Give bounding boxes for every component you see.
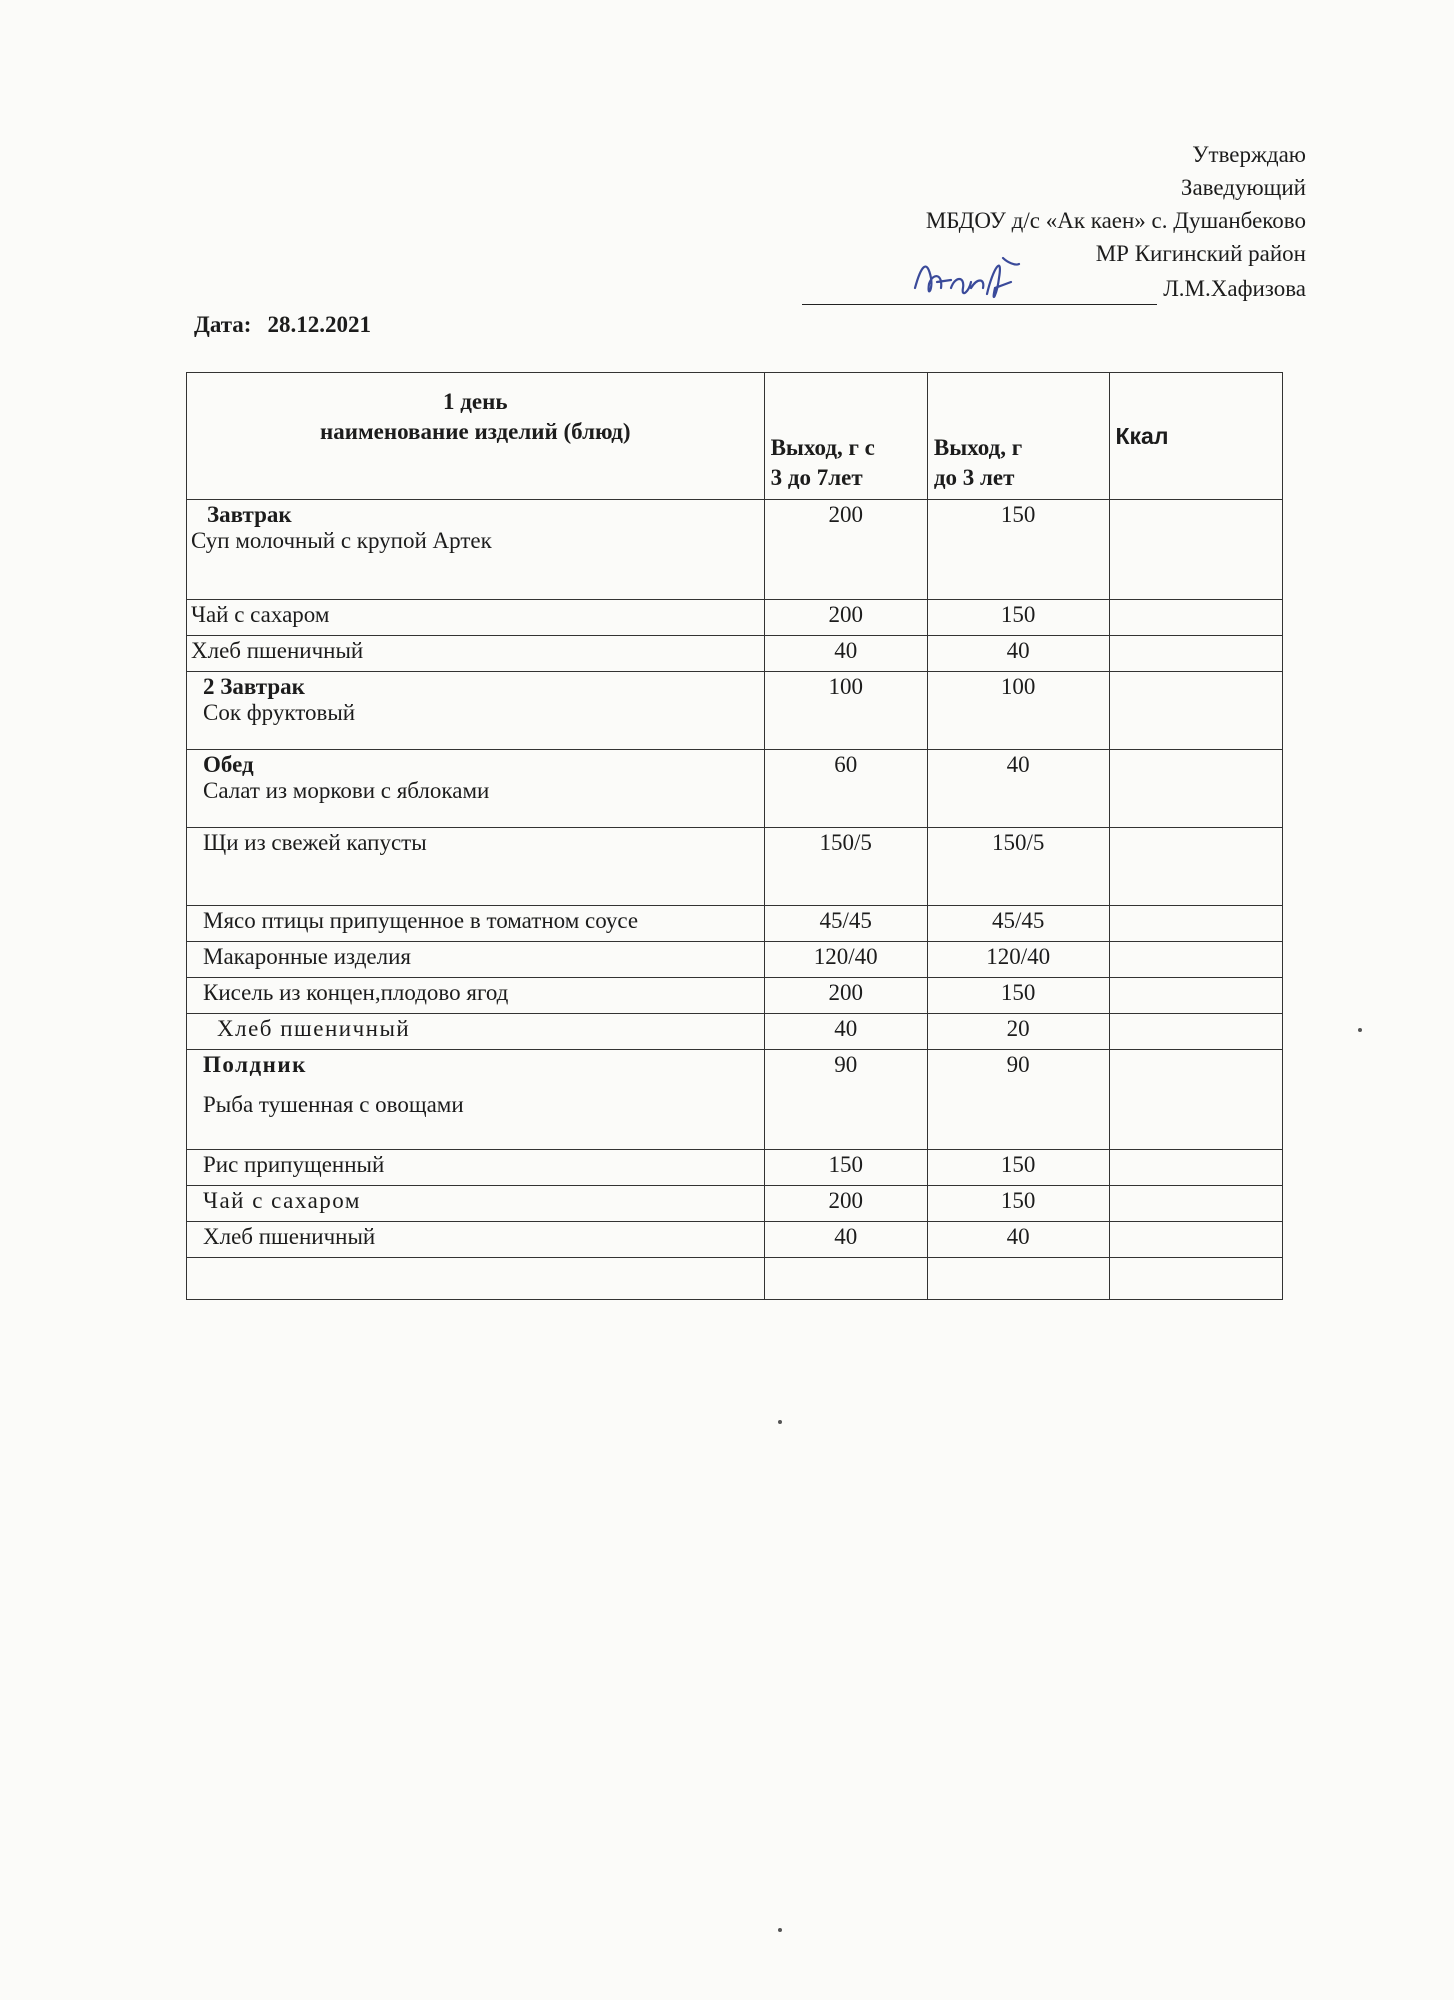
- table-row: [187, 600, 1283, 636]
- row-kcal: [1109, 636, 1283, 672]
- row-young: 40: [927, 1222, 1109, 1258]
- row-young: 40: [927, 636, 1109, 672]
- header-day: 1 день: [443, 389, 508, 414]
- header-young-line2: до 3 лет: [933, 465, 1015, 490]
- row-old: 100: [764, 672, 927, 750]
- row-name: Кисель из концен,плодово ягод: [187, 978, 765, 1014]
- scan-speck: [1358, 1028, 1362, 1032]
- row-name: Салат из моркови с яблоками: [203, 778, 490, 803]
- row-kcal: [1109, 1222, 1283, 1258]
- menu-table: [186, 372, 1283, 1300]
- approval-block: [802, 138, 1306, 305]
- table-row: [187, 906, 1283, 942]
- section-snack: Полдник: [203, 1052, 307, 1077]
- row-kcal: [1109, 1014, 1283, 1050]
- table-row: [187, 942, 1283, 978]
- empty-cell: [187, 1258, 765, 1300]
- row-kcal: [1109, 1186, 1283, 1222]
- row-old: 45/45: [764, 906, 927, 942]
- table-row: [187, 750, 1283, 828]
- row-young: 45/45: [927, 906, 1109, 942]
- section-lunch: Обед: [203, 752, 254, 777]
- table-row: [187, 828, 1283, 906]
- table-row: [187, 672, 1283, 750]
- approval-line-4: МР Кигинский район: [1095, 241, 1306, 266]
- header-old-cell: [764, 373, 927, 500]
- header-young-line1: Выход, г: [933, 435, 1023, 460]
- header-kcal: Ккал: [1109, 373, 1283, 500]
- date-value: 28.12.2021: [267, 312, 371, 337]
- row-name: Хлеб пшеничный: [187, 1014, 765, 1050]
- empty-cell: [1109, 1258, 1283, 1300]
- header-old-line2: 3 до 7лет: [770, 465, 863, 490]
- signature-line: [802, 270, 1306, 305]
- row-kcal: [1109, 978, 1283, 1014]
- table-row: [187, 1150, 1283, 1186]
- approval-line-1: Утверждаю: [1192, 142, 1306, 167]
- table-row: [187, 500, 1283, 600]
- row-name: Чай с сахаром: [187, 600, 765, 636]
- scan-speck: [778, 1928, 782, 1932]
- row-old: 40: [764, 636, 927, 672]
- row-young: 100: [927, 672, 1109, 750]
- row-kcal: [1109, 906, 1283, 942]
- row-kcal: [1109, 828, 1283, 906]
- row-name: Мясо птицы припущенное в томатном соусе: [187, 906, 765, 942]
- row-old: 200: [764, 978, 927, 1014]
- row-kcal: [1109, 600, 1283, 636]
- row-old: 40: [764, 1222, 927, 1258]
- row-young: 40: [927, 750, 1109, 828]
- row-old: 200: [764, 1186, 927, 1222]
- table-row: [187, 1186, 1283, 1222]
- header-name: наименование изделий (блюд): [320, 419, 631, 444]
- row-kcal: [1109, 1050, 1283, 1150]
- row-kcal: [1109, 942, 1283, 978]
- table-row: [187, 1014, 1283, 1050]
- approval-line-2: Заведующий: [1180, 175, 1306, 200]
- row-old: 200: [764, 600, 927, 636]
- row-name: Сок фруктовый: [203, 700, 356, 725]
- row-name-cell: [187, 672, 765, 750]
- row-kcal: [1109, 500, 1283, 600]
- row-kcal: [1109, 750, 1283, 828]
- row-name: Суп молочный с крупой Артек: [191, 528, 492, 553]
- row-name: Хлеб пшеничный: [187, 1222, 765, 1258]
- document-date: [194, 312, 371, 338]
- row-old: 150/5: [764, 828, 927, 906]
- row-young: 150: [927, 978, 1109, 1014]
- empty-cell: [764, 1258, 927, 1300]
- empty-cell: [927, 1258, 1109, 1300]
- row-old: 150: [764, 1150, 927, 1186]
- row-young: 150: [927, 1186, 1109, 1222]
- row-name: Рис припущенный: [187, 1150, 765, 1186]
- row-young: 90: [927, 1050, 1109, 1150]
- table-header-row: [187, 373, 1283, 500]
- signatory-name: Л.М.Хафизова: [1163, 276, 1306, 301]
- row-young: 150/5: [927, 828, 1109, 906]
- scan-speck: [778, 1420, 782, 1424]
- row-kcal: [1109, 1150, 1283, 1186]
- table-row: [187, 636, 1283, 672]
- row-name: Хлеб пшеничный: [187, 636, 765, 672]
- row-name-cell: [187, 1050, 765, 1150]
- row-young: 150: [927, 500, 1109, 600]
- table-row: [187, 1222, 1283, 1258]
- row-young: 150: [927, 1150, 1109, 1186]
- row-young: 120/40: [927, 942, 1109, 978]
- header-old-line1: Выход, г с: [770, 435, 875, 460]
- section-breakfast: Завтрак: [207, 502, 292, 527]
- table-row: [187, 978, 1283, 1014]
- row-old: 120/40: [764, 942, 927, 978]
- row-name: Рыба тушенная с овощами: [203, 1092, 464, 1117]
- header-name-cell: [187, 373, 765, 500]
- section-breakfast-2: 2 Завтрак: [203, 674, 305, 699]
- row-name: Макаронные изделия: [187, 942, 765, 978]
- row-old: 90: [764, 1050, 927, 1150]
- row-name-cell: [187, 500, 765, 600]
- row-name: Чай с сахаром: [187, 1186, 765, 1222]
- row-old: 200: [764, 500, 927, 600]
- date-label: Дата:: [194, 312, 252, 337]
- header-young-cell: [927, 373, 1109, 500]
- row-old: 40: [764, 1014, 927, 1050]
- handwritten-signature-icon: [907, 248, 1027, 308]
- row-young: 20: [927, 1014, 1109, 1050]
- signature-underline: [802, 270, 1157, 305]
- row-old: 60: [764, 750, 927, 828]
- empty-row: [187, 1258, 1283, 1300]
- row-name-cell: [187, 750, 765, 828]
- approval-line-3: МБДОУ д/с «Ак каен» с. Душанбеково: [925, 208, 1306, 233]
- row-kcal: [1109, 672, 1283, 750]
- table-row: [187, 1050, 1283, 1150]
- row-name: Щи из свежей капусты: [187, 828, 765, 906]
- row-young: 150: [927, 600, 1109, 636]
